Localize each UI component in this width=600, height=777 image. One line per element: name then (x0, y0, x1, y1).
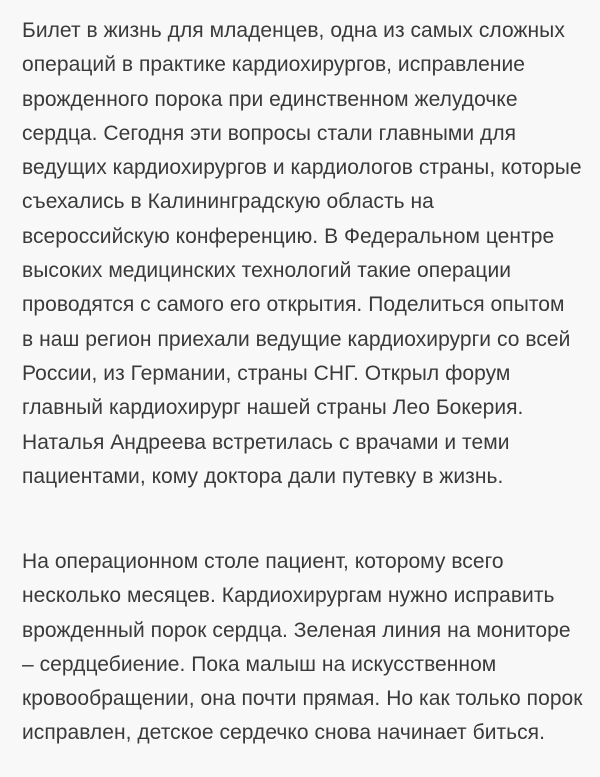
paragraph-line: ведущих кардиохирургов и кардиологов страны, которые (22, 156, 582, 180)
paragraph-line: пациентами, кому доктора дали путевку в жизнь. (22, 464, 504, 488)
paragraph-line: врожденный порок сердца. Зеленая линия на мониторе (22, 618, 571, 642)
paragraph-line: Билет в жизнь для младенцев, одна из самых сложных (22, 19, 565, 42)
article-paragraph-2 (22, 545, 583, 751)
paragraph-line: несколько месяцев. Кардиохирургам нужно исправить (22, 584, 555, 608)
paragraph-line: проводятся с самого его открытия. Поделиться опытом (22, 293, 565, 317)
paragraph-line: съехались в Калининградскую область на (22, 190, 434, 214)
paragraph-line: врожденного порока при единственном желудочке (22, 87, 518, 111)
paragraph-line: исправлен, детское сердечко снова начинает биться. (22, 721, 545, 745)
paragraph-line: Наталья Андреева встретилась с врачами и теми (22, 430, 510, 454)
paragraph-line: сердца. Сегодня эти вопросы стали главными для (22, 121, 517, 145)
paragraph-line: главный кардиохирург нашей страны Лео Бокерия. (22, 396, 524, 420)
paragraph-line: – сердцебиение. Пока малыш на искусственном (22, 652, 497, 676)
paragraph-line: На операционном столе пациент, которому всего (22, 550, 504, 573)
paragraph-line: в наш регион приехали ведущие кардиохирурги со всей (22, 327, 571, 351)
paragraph-line: кровообращении, она почти прямая. Но как только порок (22, 687, 583, 711)
article-paragraph-1 (22, 14, 582, 494)
paragraph-line: высоких медицинских технологий такие операции (22, 259, 512, 283)
paragraph-line: России, из Германии, страны СНГ. Открыл форум (22, 361, 511, 385)
paragraph-line: операций в практике кардиохирургов, исправление (22, 53, 526, 77)
paragraph-line: всероссийскую конференцию. В Федеральном центре (22, 224, 555, 248)
